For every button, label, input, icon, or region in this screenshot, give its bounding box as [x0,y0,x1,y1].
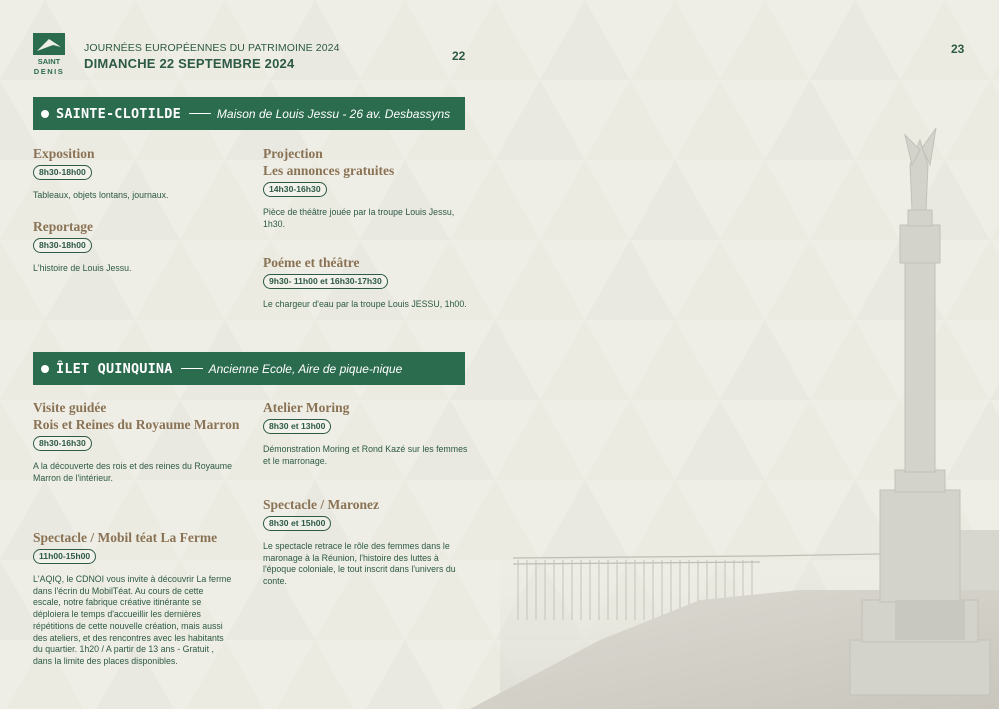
time-badge: 8h30-18h00 [33,238,92,253]
event-item [263,496,468,588]
time-badge: 8h30-16h30 [33,436,92,451]
section-place: ÎLET QUINQUINA [56,360,173,377]
event-title: JOURNÉES EUROPÉENNES DU PATRIMOINE 2024 [84,42,340,54]
event-date: DIMANCHE 22 SEPTEMBRE 2024 [84,56,295,71]
event-item [33,145,238,202]
time-badge: 9h30- 11h00 et 16h30-17h30 [263,274,388,289]
event-title: Projection [263,146,323,161]
bullet-dot-icon [41,365,49,373]
svg-text:VILLE DE: VILLE DE [41,35,57,39]
section-place: SAINTE-CLOTILDE [56,105,181,122]
section-location: Maison de Louis Jessu - 26 av. Desbassyns [216,106,451,121]
event-description: Le spectacle retrace le rôle des femmes dans le maronage à la Réunion, l'histoire des luttes à l'époque coloniale, le tout inscrit dans l'univers du conte. [263,541,456,587]
time-badge: 8h30 et 15h00 [263,516,331,531]
svg-text:DENIS: DENIS [33,67,65,76]
event-description: Le chargeur d'eau par la troupe Louis JESSU, 1h00. [263,299,467,309]
event-item [263,254,468,311]
event-title: Poéme et théâtre [263,255,360,270]
event-title: Reportage [33,219,93,234]
event-description: Démonstration Moring et Rond Kazé sur les femmes et le marronage. [263,444,468,466]
event-title: Visite guidée [33,400,107,415]
event-description: A la découverte des rois et des reines du Royaume Marron de l'intérieur. [33,461,233,483]
section-bar-sainte-clotilde [33,97,465,130]
event-description: Tableaux, objets lontans, journaux. [33,190,169,200]
svg-text:SAINT: SAINT [37,57,61,66]
page-number-left: 22 [452,49,466,63]
event-subtitle: Rois et Reines du Royaume Marron [33,417,240,432]
time-badge: 8h30-18h00 [33,165,92,180]
event-item [263,145,468,230]
time-badge: 11h00-15h00 [33,549,96,564]
section-location: Ancienne Ecole, Aire de pique-nique [208,361,403,376]
event-item [33,529,233,668]
event-subtitle: Les annonces gratuites [263,163,395,178]
event-title: Atelier Moring [263,400,350,415]
dash-divider [181,368,203,370]
event-title: Spectacle / Maronez [263,497,379,512]
event-description: Pièce de théâtre jouée par la troupe Louis Jessu, 1h30. [263,207,455,229]
time-badge: 14h30-16h30 [263,182,327,197]
time-badge: 8h30 et 13h00 [263,419,331,434]
event-description: L'histoire de Louis Jessu. [33,263,132,273]
event-description: L'AQIQ, le CDNOI vous invite à découvrir La ferme dans l'écrin du MobilTéat. Au cours de cette escale, notre fabrique créative itinérante se déploiera le temps d'accueillir les dernières répétitions de cette nouvelle création, mais aussi des ateliers, et des rencontres avec les habitants du quartier. 1h20 / A partir de 13 ans - Gratuit , dans la limite des places disponibles. [33,574,232,666]
page-number-right: 23 [951,42,965,56]
saint-denis-logo [33,33,65,77]
bullet-dot-icon [41,110,49,118]
event-item [263,399,468,467]
section-bar-ilet-quinquina [33,352,465,385]
event-item [33,399,243,484]
event-title: Spectacle / Mobil téat La Ferme [33,530,218,545]
event-title: Exposition [33,146,95,161]
dash-divider [189,113,211,115]
event-item [33,218,238,275]
